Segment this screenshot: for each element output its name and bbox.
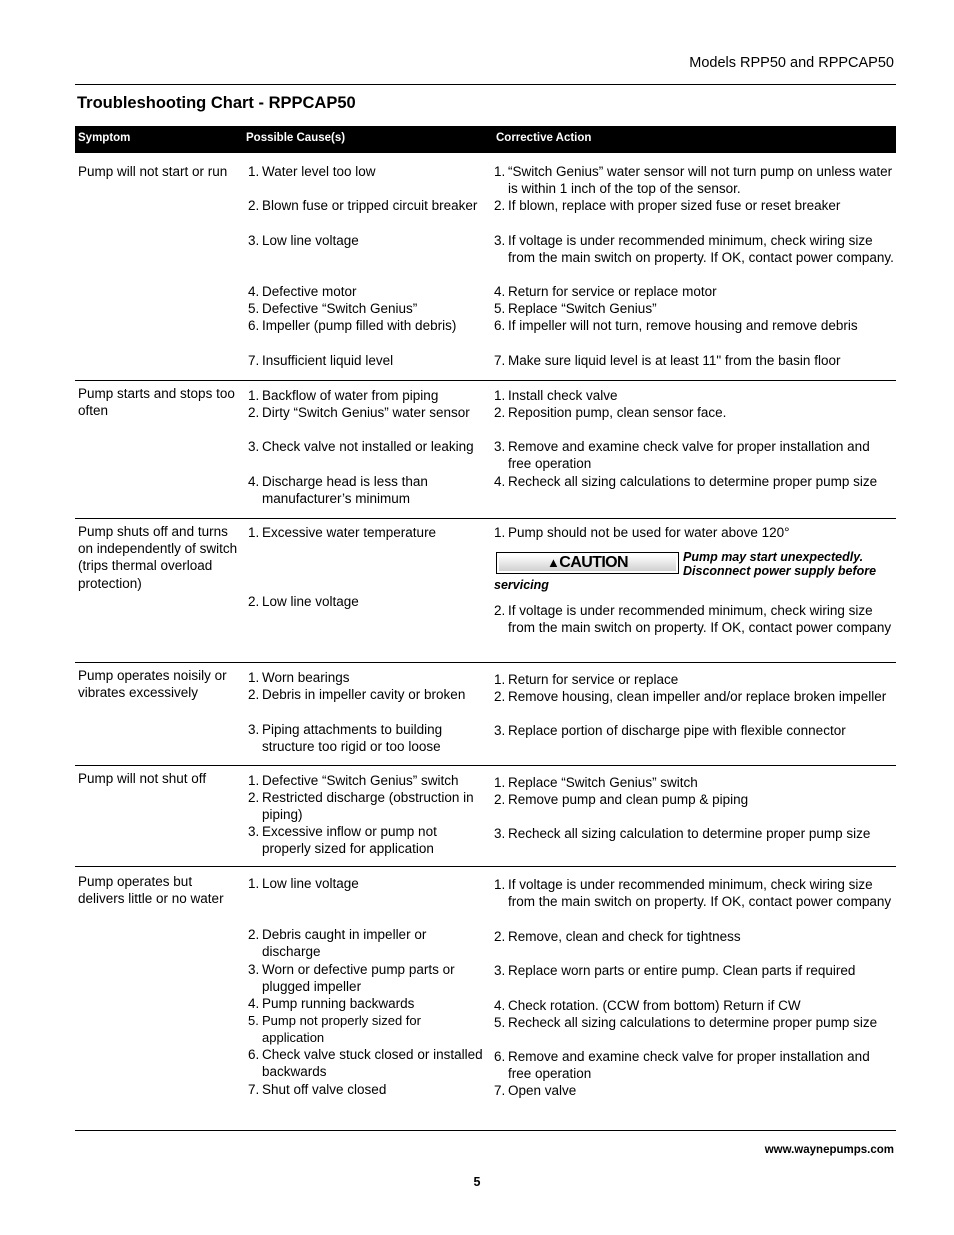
action-item: 4. Return for service or replace motor [494, 284, 717, 299]
action-item: 4. Check rotation. (CCW from bottom) Return if CW [494, 998, 801, 1013]
action-item: 1. If voltage is under recommended minimum, check wiring size from the main switch on property. If OK, contact power company [494, 877, 892, 910]
cause-item: 3. Low line voltage [248, 233, 359, 248]
caution-label: ▲CAUTION [496, 552, 679, 574]
action-item: 2. Reposition pump, clean sensor face. [494, 405, 727, 420]
warning-triangle-icon: ▲ [547, 555, 560, 570]
column-header-causes: Possible Cause(s) [246, 132, 346, 144]
cause-item: 6. Impeller (pump filled with debris) [248, 318, 457, 333]
cause-item: 1. Excessive water temperature [248, 525, 437, 540]
section-title: Troubleshooting Chart - RPPCAP50 [77, 94, 356, 112]
symptom-cell: Pump shuts off and turns on independently of switch (trips thermal overload protection) [78, 524, 238, 591]
action-item: 7. Open valve [494, 1083, 577, 1098]
cause-item: 2. Blown fuse or tripped circuit breaker [248, 198, 478, 213]
action-item: 2. Remove, clean and check for tightness [494, 929, 741, 944]
action-item: 4. Recheck all sizing calculations to determine proper pump size [494, 474, 878, 489]
action-item: 5. Recheck all sizing calculations to determine proper pump size [494, 1015, 878, 1030]
cause-item: 2. Debris caught in impeller or discharge [248, 927, 427, 960]
table-row [75, 663, 896, 766]
cause-item: 1. Water level too low [248, 164, 376, 179]
action-item: 7. Make sure liquid level is at least 11" from the basin floor [494, 353, 841, 368]
cause-item: 3. Piping attachments to building structure too rigid or too loose [248, 722, 443, 755]
cause-item: 2. Restricted discharge (obstruction in piping) [248, 790, 474, 823]
caution-note: Pump may start unexpectedly. [683, 550, 864, 564]
action-item: 6. Remove and examine check valve for proper installation and free operation [494, 1049, 870, 1082]
action-item: 3. Replace portion of discharge pipe with flexible connector [494, 723, 846, 738]
caution-note: servicing [494, 578, 549, 592]
footer-rule [75, 1130, 896, 1131]
header-rule [75, 84, 896, 85]
column-header-symptom: Symptom [78, 132, 131, 144]
table-header [75, 126, 896, 153]
action-item: 6. If impeller will not turn, remove housing and remove debris [494, 318, 858, 333]
cause-item: 4. Pump running backwards [248, 996, 415, 1011]
cause-item: 1. Defective “Switch Genius” switch [248, 773, 459, 788]
cause-item: 7. Shut off valve closed [248, 1082, 387, 1097]
action-item: 1. “Switch Genius” water sensor will not turn pump on unless water is within 1 inch of the top of the sensor. [494, 164, 893, 197]
website-link[interactable]: www.waynepumps.com [764, 1144, 894, 1156]
symptom-cell: Pump starts and stops too often [78, 386, 235, 419]
action-item: 1. Pump should not be used for water above 120° [494, 525, 790, 540]
symptom-cell: Pump operates but delivers little or no water [78, 874, 224, 907]
cause-item: 1. Low line voltage [248, 876, 359, 891]
cause-item: 4. Discharge head is less than manufacturer’s minimum [248, 474, 428, 507]
symptom-cell: Pump will not start or run [78, 164, 228, 179]
models-header: Models RPP50 and RPPCAP50 [689, 55, 894, 71]
action-item: 1. Return for service or replace [494, 672, 679, 687]
action-item: 3. Replace worn parts or entire pump. Clean parts if required [494, 963, 856, 978]
caution-note: Disconnect power supply before [683, 564, 877, 578]
column-header-action: Corrective Action [496, 132, 592, 144]
action-item: 2. If blown, replace with proper sized fuse or reset breaker [494, 198, 841, 213]
table-row [75, 153, 896, 381]
action-item: 1. Replace “Switch Genius” switch [494, 775, 698, 790]
action-item: 2. If voltage is under recommended minimum, check wiring size from the main switch on property. If OK, contact power company [494, 603, 892, 636]
action-item: 5. Replace “Switch Genius” [494, 301, 657, 316]
cause-item: 3. Worn or defective pump parts or plugged impeller [248, 962, 455, 995]
symptom-cell: Pump will not shut off [78, 771, 207, 786]
cause-item: 4. Defective motor [248, 284, 357, 299]
cause-item: 5. Defective “Switch Genius” [248, 301, 418, 316]
table-row [75, 519, 896, 663]
action-item: 3. If voltage is under recommended minimum, check wiring size from the main switch on property. If OK, contact power company. [494, 233, 894, 266]
table-row [75, 381, 896, 519]
cause-item: 3. Excessive inflow or pump not properly sized for application [248, 824, 437, 857]
table-row [75, 867, 896, 1131]
cause-item: 7. Insufficient liquid level [248, 353, 394, 368]
cause-item: 6. Check valve stuck closed or installed backwards [248, 1047, 483, 1080]
cause-item: 2. Debris in impeller cavity or broken [248, 687, 466, 702]
cause-item: 1. Backflow of water from piping [248, 388, 439, 403]
action-item: 2. Remove pump and clean pump & piping [494, 792, 749, 807]
cause-item: 5. Pump not properly sized for application [248, 1013, 421, 1046]
action-item: 1. Install check valve [494, 388, 618, 403]
cause-item: 1. Worn bearings [248, 670, 350, 685]
cause-item: 2. Low line voltage [248, 594, 359, 609]
action-item: 3. Recheck all sizing calculation to determine proper pump size [494, 826, 871, 841]
symptom-cell: Pump operates noisily or vibrates excessively [78, 668, 227, 701]
action-item: 3. Remove and examine check valve for proper installation and free operation [494, 439, 870, 472]
cause-item: 2. Dirty “Switch Genius” water sensor [248, 405, 470, 420]
cause-item: 3. Check valve not installed or leaking [248, 439, 474, 454]
action-item: 2. Remove housing, clean impeller and/or replace broken impeller [494, 689, 887, 704]
page-number: 5 [473, 1175, 481, 1189]
table-row [75, 766, 896, 867]
